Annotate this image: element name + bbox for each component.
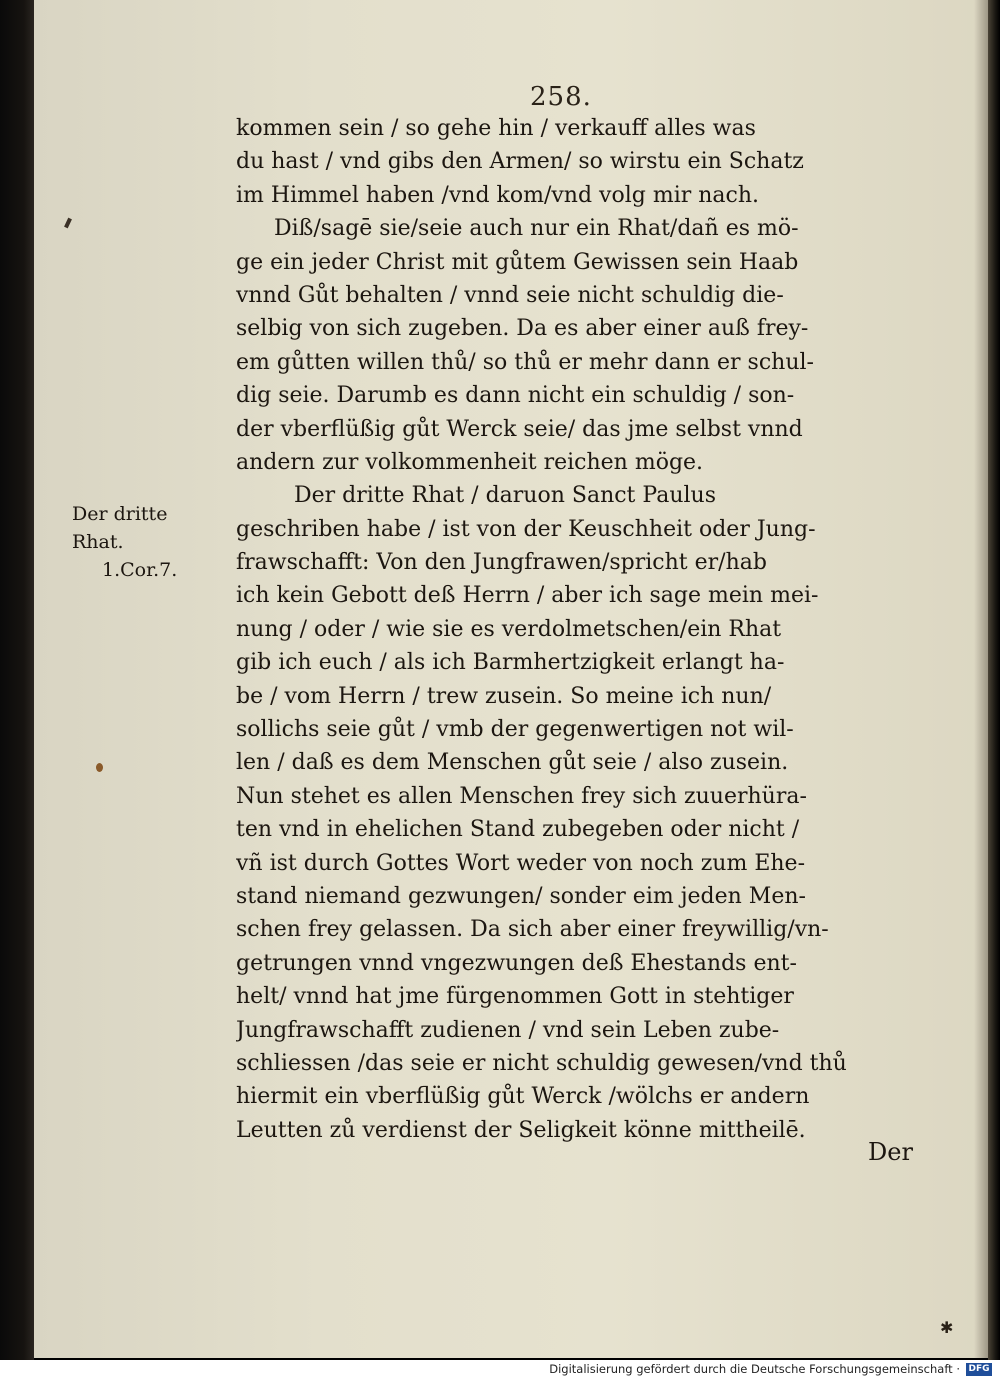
text-line: Diß/sagē sie/seie auch nur ein Rhat/dañ es mö-: [274, 216, 799, 242]
asterisk-mark: ✱: [940, 1318, 954, 1337]
text-line: kommen sein / so gehe hin / verkauff alles was: [236, 116, 756, 141]
scan-right-edge: [988, 0, 1000, 1360]
marginal-note: [72, 500, 222, 584]
text-line: hiermit ein vberflüßig gůt Werck /wölchs er andern: [236, 1084, 810, 1110]
scan-left-edge: [0, 0, 34, 1360]
text-line: frawschafft: Von den Jungfrawen/spricht er/hab: [236, 550, 767, 576]
body-text: [236, 112, 941, 1147]
text-line: getrungen vnnd vngezwungen deß Ehestands ent-: [236, 950, 797, 976]
text-line: Der dritte Rhat / daruon Sanct Paulus: [294, 483, 716, 509]
footer-bar: [0, 1360, 1000, 1379]
text-line: im Himmel haben /vnd kom/vnd volg mir nach.: [236, 182, 760, 208]
text-line: gib ich euch / als ich Barmhertzigkeit erlangt ha-: [236, 650, 785, 676]
stain-mark: [96, 763, 103, 772]
text-line: schliessen /das seie er nicht schuldig gewesen/vnd thů: [236, 1050, 847, 1076]
text-line: ge ein jeder Christ mit gůtem Gewissen sein Haab: [236, 249, 799, 275]
text-line: em gůtten willen thů/ so thů er mehr dann er schul-: [236, 349, 814, 375]
text-line: der vberflüßig gůt Werck seie/ das jme selbst vnnd: [236, 416, 803, 442]
text-line: Jungfrawschafft zudienen / vnd sein Leben zube-: [236, 1017, 780, 1043]
marginal-note-line: Rhat.: [72, 531, 124, 553]
funding-credit: Digitalisierung gefördert durch die Deutsche Forschungsgemeinschaft ·: [549, 1362, 960, 1376]
text-line: du hast / vnd gibs den Armen/ so wirstu ein Schatz: [236, 149, 804, 175]
text-line: be / vom Herrn / trew zusein. So meine ich nun/: [236, 683, 772, 709]
text-line: geschriben habe / ist von der Keuschheit oder Jung-: [236, 516, 816, 542]
text-line: ten vnd in ehelichen Stand zubegeben oder nicht /: [236, 817, 800, 843]
page-number: 258.: [530, 82, 592, 112]
text-line: nung / oder / wie sie es verdolmetschen/ein Rhat: [236, 616, 782, 642]
text-line: andern zur volkommenheit reichen möge.: [236, 449, 704, 475]
text-line: helt/ vnnd hat jme fürgenommen Gott in stehtiger: [236, 984, 794, 1010]
text-line: vñ ist durch Gottes Wort weder von noch zum Ehe-: [236, 850, 806, 876]
catchword: Der: [868, 1138, 913, 1166]
text-line: vnnd Gůt behalten / vnnd seie nicht schuldig die-: [236, 282, 784, 308]
text-line: schen frey gelassen. Da sich aber einer freywillig/vn-: [236, 917, 829, 943]
text-line: len / daß es dem Menschen gůt seie / also zusein.: [236, 750, 789, 776]
text-line: Nun stehet es allen Menschen frey sich zuuerhüra-: [236, 783, 807, 809]
dfg-logo[interactable]: DFG: [966, 1363, 992, 1376]
text-line: selbig von sich zugeben. Da es aber einer auß frey-: [236, 316, 809, 342]
text-line: sollichs seie gůt / vmb der gegenwertigen not wil-: [236, 717, 794, 743]
text-line: Leutten zů verdienst der Seligkeit könne mittheilē.: [236, 1117, 806, 1143]
text-line: ich kein Gebott deß Herrn / aber ich sage mein mei-: [236, 583, 819, 609]
marginal-reference: 1.Cor.7.: [102, 559, 178, 581]
text-line: dig seie. Darumb es dann nicht ein schuldig / son-: [236, 383, 795, 409]
marginal-note-line: Der dritte: [72, 503, 168, 525]
text-line: stand niemand gezwungen/ sonder eim jeden Men-: [236, 883, 806, 909]
